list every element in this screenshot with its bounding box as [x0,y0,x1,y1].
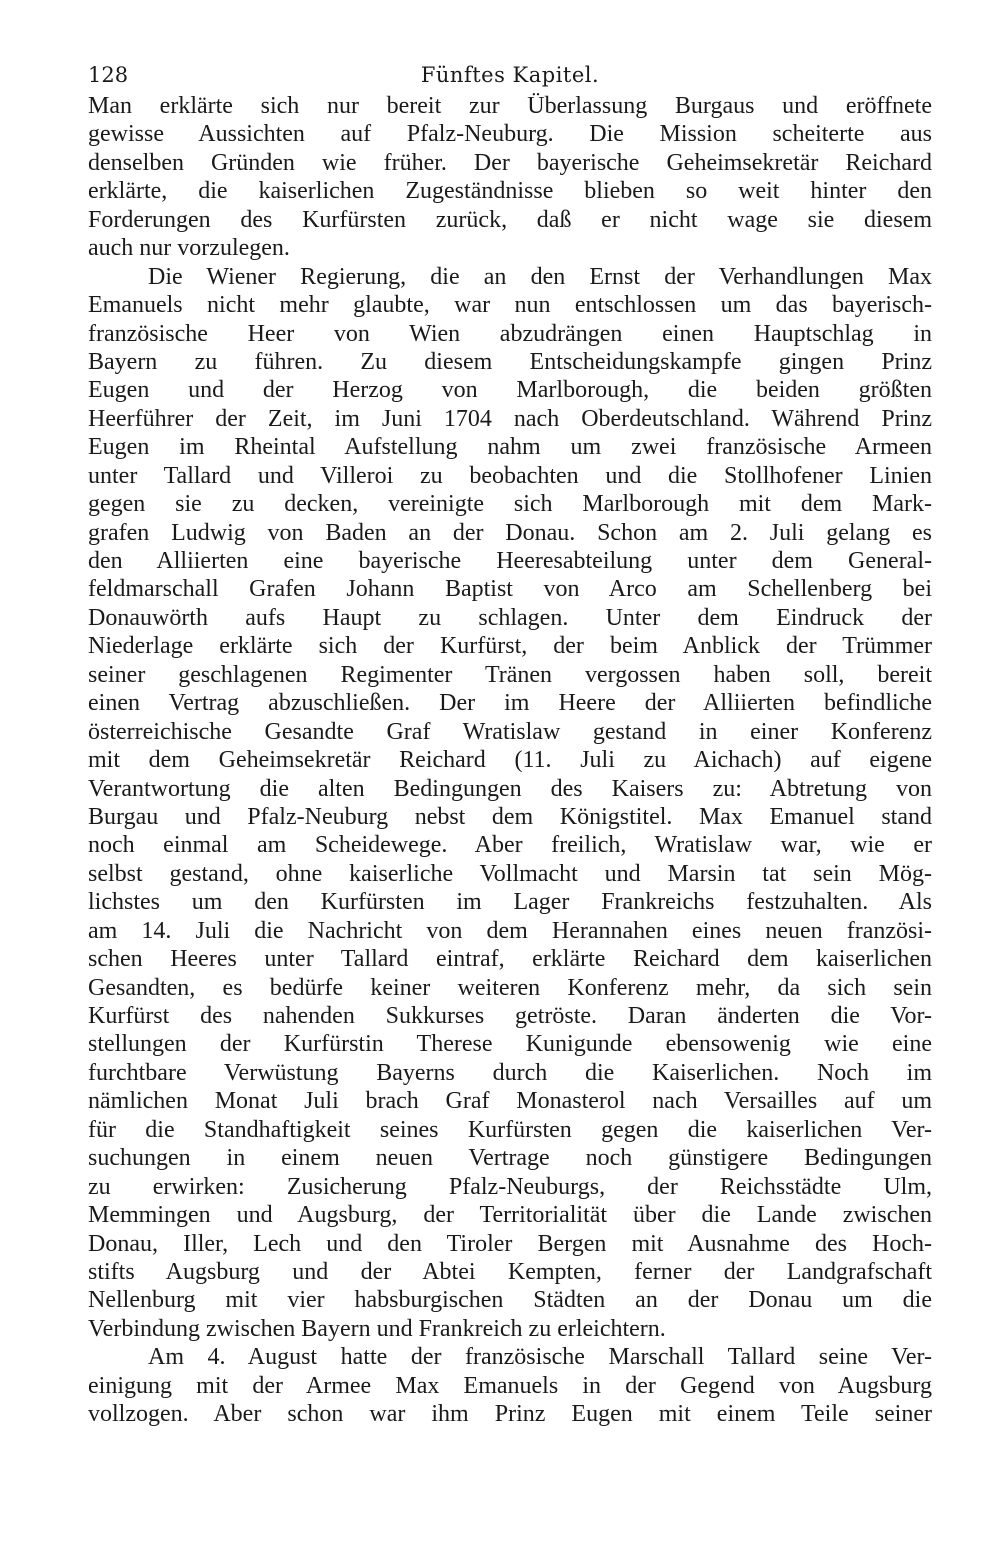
text-line: gegen sie zu decken, vereinigte sich Marlborough mit dem Mark- [88,491,932,518]
chapter-title: Fünftes Kapitel. [420,63,600,87]
text-line: Kurfürst des nahenden Sukkurses getröste. Daran änderten die Vor- [88,1003,932,1029]
text-line: Die Wiener Regierung, die an den Ernst der Verhandlungen Max [148,263,932,290]
text-line: den Alliierten eine bayerische Heeresabteilung unter dem General- [88,548,932,574]
text-line: Nellenburg mit vier habsburgischen Städten an der Donau um die [88,1287,932,1314]
text-line: französische Heer von Wien abzudrängen einen Hauptschlag in [88,320,932,347]
text-line: erklärte, die kaiserlichen Zugeständnisse blieben so weit hinter den [88,178,932,205]
text-line: grafen Ludwig von Baden an der Donau. Schon am 2. Juli gelang es [88,519,932,546]
text-line: Eugen im Rheintal Aufstellung nahm um zwei französische Armeen [88,434,932,461]
text-line: Niederlage erklärte sich der Kurfürst, der beim Anblick der Trümmer [88,633,932,660]
text-line: Memmingen und Augsburg, der Territorialität über die Lande zwischen [88,1202,932,1229]
text-line: Man erklärte sich nur bereit zur Überlassung Burgaus und eröffnete [88,93,932,119]
text-line: Donauwörth aufs Haupt zu schlagen. Unter dem Eindruck der [88,604,932,631]
text-line: Burgau und Pfalz-Neuburg nebst dem Königstitel. Max Emanuel stand [88,803,932,830]
text-line: stifts Augsburg und der Abtei Kempten, ferner der Landgrafschaft [88,1258,932,1285]
text-line: vollzogen. Aber schon war ihm Prinz Eugen mit einem Teile seiner [88,1401,932,1428]
text-line: noch einmal am Scheidewege. Aber freilich, Wratislaw war, wie er [88,832,932,859]
text-line: furchtbare Verwüstung Bayerns durch die Kaiserlichen. Noch im [88,1059,932,1086]
text-line: für die Standhaftigkeit seines Kurfürsten gegen die kaiserlichen Ver- [88,1116,932,1143]
text-line: Bayern zu führen. Zu diesem Entscheidungskampfe gingen Prinz [88,348,932,375]
page-number: 128 [88,63,129,87]
text-line: Forderungen des Kurfürsten zurück, daß er nicht wage sie diesem [88,206,932,233]
text-line: am 14. Juli die Nachricht von dem Herannahen eines neuen französi- [88,917,932,944]
text-line: Donau, Iller, Lech und den Tiroler Bergen mit Ausnahme des Hoch- [88,1230,932,1257]
text-line: österreichische Gesandte Graf Wratislaw gestand in einer Konferenz [88,718,932,745]
text-line: einen Vertrag abzuschließen. Der im Heere der Alliierten befindliche [88,690,932,717]
text-line: lichstes um den Kurfürsten im Lager Frankreichs festzuhalten. Als [88,889,932,916]
text-line: Gesandten, es bedürfe keiner weiteren Konferenz mehr, da sich sein [88,974,932,1001]
body-text [88,92,932,1429]
text-line: Verantwortung die alten Bedingungen des Kaisers zu: Abtretung von [88,775,932,802]
text-line: Emanuels nicht mehr glaubte, war nun entschlossen um das bayerisch- [88,292,932,319]
text-line: einigung mit der Armee Max Emanuels in der Gegend von Augsburg [88,1372,932,1399]
book-page [88,60,932,1429]
running-head [88,60,932,90]
text-line: auch nur vorzulegen. [88,235,290,262]
text-line: nämlichen Monat Juli brach Graf Monasterol nach Versailles auf um [88,1088,932,1115]
text-line: seiner geschlagenen Regimenter Tränen vergossen haben soll, bereit [88,661,932,688]
text-line: stellungen der Kurfürstin Therese Kunigunde ebensowenig wie eine [88,1031,932,1058]
text-line: unter Tallard und Villeroi zu beobachten und die Stollhofener Linien [88,462,932,489]
text-line: mit dem Geheimsekretär Reichard (11. Juli zu Aichach) auf eigene [88,747,932,774]
text-line: zu erwirken: Zusicherung Pfalz-Neuburgs, der Reichsstädte Ulm, [88,1173,932,1200]
text-line: Verbindung zwischen Bayern und Frankreich zu erleichtern. [88,1315,666,1342]
text-line: Heerführer der Zeit, im Juni 1704 nach Oberdeutschland. Während Prinz [88,405,932,432]
text-line: Am 4. August hatte der französische Marschall Tallard seine Ver- [148,1344,932,1371]
text-line: schen Heeres unter Tallard eintraf, erklärte Reichard dem kaiserlichen [88,946,932,973]
text-line: suchungen in einem neuen Vertrage noch günstigere Bedingungen [88,1145,932,1172]
text-line: denselben Gründen wie früher. Der bayerische Geheimsekretär Reichard [88,149,932,176]
text-line: Eugen und der Herzog von Marlborough, die beiden größten [88,377,932,404]
text-line: gewisse Aussichten auf Pfalz-Neuburg. Die Mission scheiterte aus [88,121,932,148]
text-line: feldmarschall Grafen Johann Baptist von Arco am Schellenberg bei [88,576,932,603]
text-line: selbst gestand, ohne kaiserliche Vollmacht und Marsin tat sein Mög- [88,860,932,887]
